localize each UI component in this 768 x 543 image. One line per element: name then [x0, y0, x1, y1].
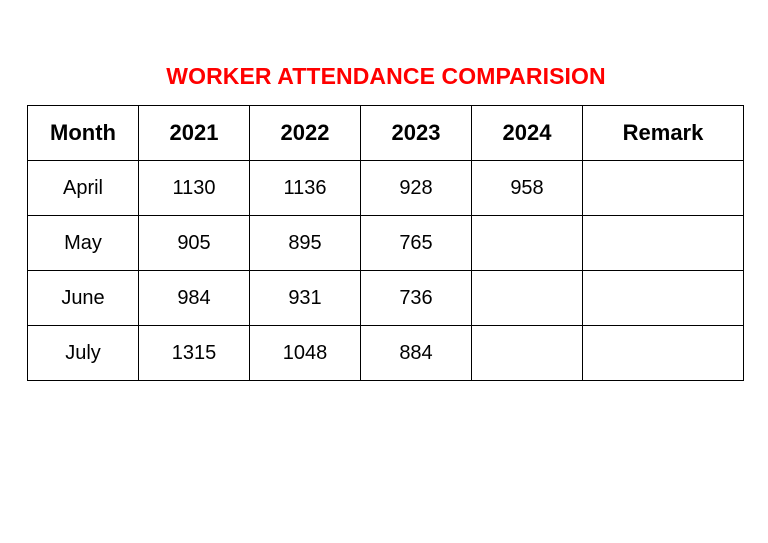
cell-2021: 1315	[139, 326, 250, 381]
cell-remark	[583, 326, 744, 381]
cell-2021: 1130	[139, 161, 250, 216]
cell-2021: 984	[139, 271, 250, 326]
cell-2023: 884	[361, 326, 472, 381]
cell-2022: 931	[250, 271, 361, 326]
table-header-row	[28, 106, 744, 161]
document-title: WORKER ATTENDANCE COMPARISION	[166, 63, 606, 89]
header-month: Month	[28, 106, 139, 161]
header-2021: 2021	[139, 106, 250, 161]
cell-remark	[583, 271, 744, 326]
cell-2023: 765	[361, 216, 472, 271]
table-row	[28, 216, 744, 271]
header-2023: 2023	[361, 106, 472, 161]
cell-2021: 905	[139, 216, 250, 271]
cell-month: May	[28, 216, 139, 271]
cell-month: April	[28, 161, 139, 216]
attendance-table	[27, 105, 744, 381]
cell-remark	[583, 161, 744, 216]
header-2024: 2024	[472, 106, 583, 161]
cell-2022: 1048	[250, 326, 361, 381]
cell-2024: 958	[472, 161, 583, 216]
cell-2024	[472, 271, 583, 326]
cell-2022: 1136	[250, 161, 361, 216]
table-row	[28, 271, 744, 326]
cell-month: June	[28, 271, 139, 326]
header-2022: 2022	[250, 106, 361, 161]
cell-2022: 895	[250, 216, 361, 271]
header-remark: Remark	[583, 106, 744, 161]
cell-2024	[472, 326, 583, 381]
cell-2023: 928	[361, 161, 472, 216]
table-row	[28, 326, 744, 381]
cell-remark	[583, 216, 744, 271]
cell-2023: 736	[361, 271, 472, 326]
table-row	[28, 161, 744, 216]
cell-2024	[472, 216, 583, 271]
cell-month: July	[28, 326, 139, 381]
